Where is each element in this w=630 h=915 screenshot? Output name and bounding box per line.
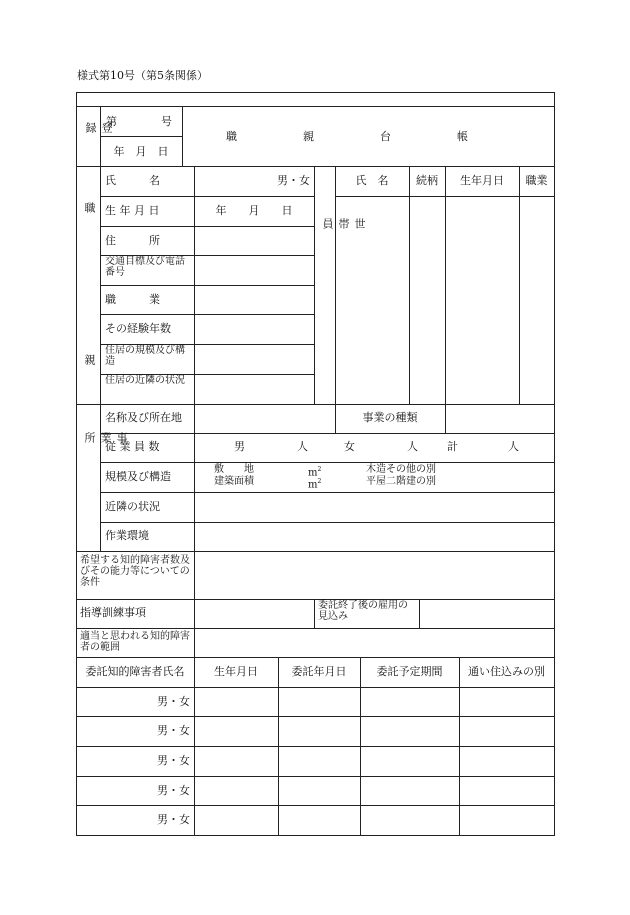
- employees-male: 男: [234, 440, 245, 453]
- floor-area-unit: $m^2$: [308, 478, 322, 491]
- employer-row-value: 男・女: [277, 174, 310, 187]
- rule-line: [100, 314, 315, 315]
- rule-line: [194, 657, 195, 836]
- rule-line: [100, 522, 555, 523]
- post-employment-label: 委託終了後の雇用の見込み: [318, 600, 408, 622]
- employer-row-label: 職 業: [105, 293, 160, 306]
- employees-unit-1: 人: [297, 440, 308, 453]
- rule-line: [419, 599, 420, 629]
- rule-line: [100, 196, 315, 197]
- registration-date-label: 年 月 日: [113, 145, 169, 158]
- structure-label: 木造その他の別: [366, 464, 436, 475]
- entrust-table-header: 通い住込みの別: [468, 665, 545, 678]
- rule-line: [76, 404, 555, 405]
- employer-row-label: 住居の近隣の状況: [105, 375, 185, 386]
- entrust-table-gender: 男・女: [157, 784, 190, 797]
- rule-line: [76, 805, 555, 806]
- rule-line: [76, 746, 555, 747]
- superscript-two: 2: [317, 466, 322, 473]
- employees-unit-3: 人: [508, 440, 519, 453]
- rule-line: [76, 776, 555, 777]
- business-name-location: 名称及び所在地: [105, 411, 182, 424]
- employer-label-top: 職: [83, 202, 96, 213]
- rule-line: [409, 166, 410, 405]
- entrust-table-header: 生年月日: [214, 665, 258, 678]
- registration-label: 登録: [84, 122, 113, 133]
- rule-line: [100, 226, 315, 227]
- household-column-header: 続柄: [416, 174, 438, 187]
- rule-line: [445, 404, 446, 434]
- site-area-unit: $m^2$: [308, 466, 322, 479]
- rule-line: [76, 551, 555, 552]
- rule-line: [100, 166, 101, 405]
- employer-label-bottom: 親: [83, 354, 96, 365]
- neighborhood-label: 近隣の状況: [105, 500, 160, 513]
- employer-row-label: 氏 名: [105, 174, 160, 187]
- rule-line: [100, 492, 555, 493]
- rule-line: [76, 657, 555, 658]
- scale-label: 規模及び構造: [105, 470, 171, 483]
- household-column-header: 職業: [525, 174, 548, 187]
- employer-row-label: 住 所: [105, 234, 160, 247]
- entrust-table-gender: 男・女: [157, 754, 190, 767]
- rule-line: [194, 599, 195, 629]
- rule-line: [314, 166, 315, 405]
- rule-line: [459, 657, 460, 836]
- employees-female: 女: [344, 440, 355, 453]
- rule-line: [314, 599, 315, 629]
- rule-line: [554, 92, 555, 836]
- rule-line: [278, 657, 279, 836]
- employees-label: 従 業 員 数: [105, 440, 160, 453]
- employer-row-value: 年 月 日: [215, 204, 293, 217]
- rule-line: [519, 166, 520, 405]
- rule-line: [100, 136, 183, 137]
- rule-line: [76, 716, 555, 717]
- rule-line: [76, 687, 555, 688]
- desired-conditions-label: 希望する知的障害者数及びその能力等についての条件: [80, 555, 190, 588]
- employees-unit-2: 人: [407, 440, 418, 453]
- employer-row-label: 交通目標及び電話番号: [105, 256, 185, 278]
- household-column-header: 生年月日: [460, 174, 504, 187]
- employees-total: 計: [447, 440, 458, 453]
- rule-line: [76, 106, 555, 107]
- rule-line: [76, 92, 555, 93]
- entrust-table-header: 委託予定期間: [376, 665, 443, 678]
- rule-line: [100, 285, 315, 286]
- household-column-header: 氏 名: [355, 174, 389, 187]
- ledger-title: 職 親 台 帳: [226, 130, 468, 143]
- training-label: 指導訓練事項: [80, 606, 146, 619]
- floor-area-label: 建築面積: [214, 476, 254, 487]
- rule-line: [76, 599, 555, 600]
- rule-line: [194, 551, 195, 600]
- rule-line: [100, 404, 101, 552]
- entrust-table-gender: 男・女: [157, 695, 190, 708]
- entrust-table-gender: 男・女: [157, 724, 190, 737]
- household-label: 世帯員: [321, 218, 366, 229]
- employer-row-label: その経験年数: [105, 322, 171, 335]
- rule-line: [194, 404, 195, 552]
- rule-line: [76, 166, 555, 167]
- rule-line: [335, 166, 336, 405]
- entrust-table-gender: 男・女: [157, 813, 190, 826]
- superscript-two: 2: [317, 478, 322, 485]
- rule-line: [76, 628, 555, 629]
- rule-line: [100, 433, 555, 434]
- entrust-table-header: 委託年月日: [291, 665, 347, 678]
- entrust-table-header: 委託知的障害者氏名: [85, 665, 185, 678]
- floors-label: 平屋二階建の別: [366, 476, 436, 487]
- employer-row-label: 生 年 月 日: [105, 204, 160, 217]
- suitable-range-label: 適当と思われる知的障害者の範囲: [80, 631, 190, 653]
- rule-line: [100, 462, 555, 463]
- business-type-label: 事業の種類: [362, 411, 418, 424]
- rule-line: [76, 835, 555, 836]
- registration-number-label: 第 号: [106, 115, 172, 128]
- rule-line: [194, 166, 195, 405]
- site-area-label: 敷 地: [214, 464, 254, 475]
- form-title: 様式第10号（第5条関係）: [77, 69, 208, 82]
- rule-line: [194, 628, 195, 658]
- environment-label: 作業環境: [105, 529, 149, 542]
- employer-row-label: 住居の規模及び構造: [105, 345, 185, 367]
- business-label: 事業所: [83, 432, 128, 443]
- rule-line: [76, 92, 77, 836]
- rule-line: [445, 166, 446, 405]
- rule-line: [360, 657, 361, 836]
